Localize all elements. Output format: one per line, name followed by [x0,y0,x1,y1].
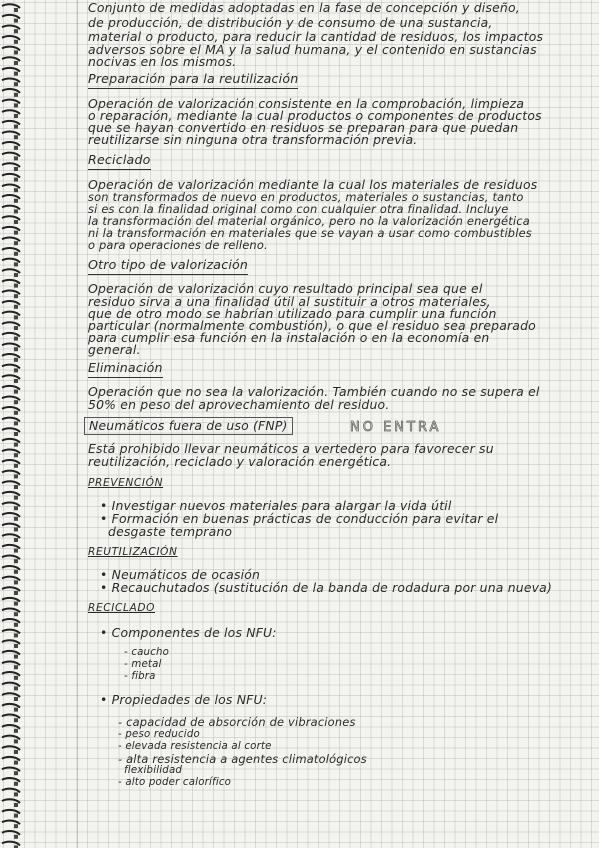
spiral-coil [2,683,20,687]
spiral-hole [14,411,18,415]
spiral-hole [14,305,18,309]
spiral-coil [2,831,20,835]
spiral-hole [14,326,18,330]
spiral-hole [14,209,18,213]
spiral-coil [2,216,20,220]
reutilizacion-item: • Recauchutados (sustitución de la banda de rodadura por una nueva) [100,580,553,595]
spiral-coil [2,57,20,61]
section-heading: Preparación para la reutilización [88,73,298,89]
spiral-hole [14,633,18,637]
prevencion-heading: PREVENCIÓN [88,477,164,489]
spiral-hole [14,8,18,12]
no-entra-stamp: NO ENTRA [350,420,442,435]
spiral-hole [14,474,18,478]
spiral-coil [2,163,20,167]
spiral-hole [14,188,18,192]
spiral-hole [14,527,18,531]
spiral-coil [2,418,20,422]
spiral-coil [2,375,20,379]
spiral-hole [14,72,18,76]
section-line: general. [88,342,141,357]
section-line: son transformados de nuevo en productos, materiales o sustancias, tanto [88,190,524,204]
spiral-hole [14,390,18,394]
spiral-hole [14,252,18,256]
spiral-coil [2,206,20,210]
spiral-hole [14,220,18,224]
section-heading: Otro tipo de valorización [88,259,248,275]
propiedad-item: - elevada resistencia al corte [118,741,272,752]
spiral-hole [14,125,18,129]
spiral-hole [14,771,18,775]
reciclado-heading: RECICLADO [88,602,156,614]
spiral-hole [14,114,18,118]
spiral-coil [2,725,20,729]
spiral-hole [14,231,18,235]
componente-item: - fibra [124,671,156,682]
spiral-coil [2,142,20,146]
spiral-hole [14,782,18,786]
spiral-coil [2,471,20,475]
section-line: Operación de valorización mediante la cual los materiales de residuos [88,177,538,192]
spiral-hole [14,284,18,288]
spiral-coil [2,704,20,708]
componente-item: - metal [124,659,162,670]
spiral-hole [14,506,18,510]
spiral-coil [2,36,20,40]
spiral-hole [14,347,18,351]
spiral-coil [2,587,20,591]
spiral-coil [2,555,20,559]
spiral-hole [14,294,18,298]
spiral-hole [14,29,18,33]
spiral-coil [2,502,20,506]
prevencion-item: • Investigar nuevos materiales para alargar la vida útil [100,498,452,513]
reutilizacion-item: • Neumáticos de ocasión [100,567,261,582]
spiral-hole [14,739,18,743]
spiral-coil [2,312,20,316]
intro-line: Conjunto de medidas adoptadas en la fase de concepción y diseño, [88,0,520,15]
nfu-heading: Neumáticos fuera de uso (FNP) [84,417,293,435]
spiral-coil [2,534,20,538]
spiral-coil [2,799,20,803]
section-line: residuo sirva a una finalidad útil al sustituir a otros materiales, [88,294,491,309]
spiral-coil [2,598,20,602]
spiral-coil [2,661,20,665]
spiral-coil [2,481,20,485]
spiral-hole [14,50,18,54]
spiral-hole [14,750,18,754]
intro-line: material o producto, para reducir la cantidad de residuos, los impactos [88,29,544,44]
propiedad-item: - alta resistencia a agentes climatológicos [118,752,367,766]
spiral-hole [14,379,18,383]
spiral-hole [14,82,18,86]
spiral-hole [14,241,18,245]
section-line: o para operaciones de relleno. [88,238,268,252]
spiral-coil [2,89,20,93]
prevencion-item: • Formación en buenas prácticas de conducción para evitar el [100,511,499,526]
propiedad-item: - peso reducido [118,729,200,740]
spiral-hole [14,167,18,171]
nfu-line: reutilización, reciclado y valoración energética. [88,454,392,469]
spiral-hole [14,761,18,765]
section-heading: Eliminación [88,362,163,378]
spiral-coil [2,248,20,252]
section-line: particular (normalmente combustión), o que el residuo sea preparado [88,318,536,333]
spiral-hole [14,178,18,182]
spiral-coil [2,714,20,718]
spiral-hole [14,315,18,319]
spiral-coil [2,630,20,634]
section-line: Operación de valorización cuyo resultado principal sea que el [88,281,483,296]
spiral-hole [14,570,18,574]
spiral-hole [14,432,18,436]
section-line: que de otro modo se habrían utilizado para cumplir una función [88,306,497,321]
spiral-coil [2,619,20,623]
spiral-coil [2,47,20,51]
propiedad-item: flexibilidad [124,765,183,776]
propiedad-item: - capacidad de absorción de vibraciones [118,715,356,729]
section-line: que se hayan convertido en residuos se preparan para que puedan [88,120,519,135]
spiral-hole [14,697,18,701]
spiral-coil [2,322,20,326]
spiral-coil [2,746,20,750]
propiedades-title: • Propiedades de los NFU: [100,692,268,707]
spiral-coil [2,789,20,793]
spiral-hole [14,676,18,680]
spiral-coil [2,301,20,305]
spiral-coil [2,460,20,464]
spiral-coil [2,237,20,241]
spiral-coil [2,4,20,8]
spiral-coil [2,428,20,432]
spiral-hole [14,792,18,796]
nfu-line: Está prohibido llevar neumáticos a vertedero para favorecer su [88,441,494,456]
spiral-coil [2,524,20,528]
spiral-coil [2,269,20,273]
spiral-hole [14,623,18,627]
spiral-coil [2,25,20,29]
spiral-hole [14,814,18,818]
spiral-hole [14,591,18,595]
spiral-hole [14,464,18,468]
margin-line [77,0,78,848]
spiral-coil [2,545,20,549]
spiral-hole [14,337,18,341]
spiral-hole [14,580,18,584]
spiral-hole [14,485,18,489]
spiral-hole [14,559,18,563]
spiral-hole [14,61,18,65]
spiral-hole [14,421,18,425]
reutilizacion-heading: REUTILIZACIÓN [88,546,178,558]
spiral-coil [2,227,20,231]
section-line: ni la transformación en materiales que se vayan a usar como combustibles [88,226,532,240]
spiral-coil [2,259,20,263]
section-line: para cumplir esa función en la instalación o en la economía en [88,330,490,345]
propiedad-item: - alto poder calorífico [118,777,232,788]
spiral-hole [14,803,18,807]
spiral-coil [2,131,20,135]
spiral-hole [14,156,18,160]
spiral-hole [14,199,18,203]
section-line: 50% en peso del aprovechamiento del residuo. [88,397,390,412]
spiral-coil [2,651,20,655]
spiral-coil [2,280,20,284]
spiral-hole [14,40,18,44]
intro-line: adversos sobre el MA y la salud humana, y el contenido en sustancias [88,42,537,57]
section-line: si es con la finalidad original como con cualquier otra finalidad. Incluye [88,202,509,216]
section-line: Operación de valorización consistente en la comprobación, limpieza [88,96,525,111]
spiral-hole [14,835,18,839]
spiral-coil [2,608,20,612]
spiral-hole [14,453,18,457]
spiral-coil [2,68,20,72]
spiral-coil [2,736,20,740]
spiral-hole [14,262,18,266]
spiral-coil [2,672,20,676]
spiral-coil [2,290,20,294]
spiral-hole [14,496,18,500]
spiral-coil [2,365,20,369]
spiral-hole [14,665,18,669]
componentes-title: • Componentes de los NFU: [100,625,277,640]
spiral-coil [2,174,20,178]
spiral-coil [2,407,20,411]
spiral-hole [14,368,18,372]
spiral-hole [14,718,18,722]
spiral-coil [2,439,20,443]
spiral-coil [2,78,20,82]
spiral-coil [2,343,20,347]
spiral-hole [14,549,18,553]
spiral-coil [2,513,20,517]
spiral-coil [2,195,20,199]
spiral-hole [14,655,18,659]
spiral-hole [14,146,18,150]
spiral-coil [2,492,20,496]
componente-item: - caucho [124,647,170,658]
spiral-hole [14,358,18,362]
spiral-coil [2,842,20,846]
spiral-hole [14,824,18,828]
spiral-coil [2,449,20,453]
spiral-hole [14,612,18,616]
prevencion-item: desgaste temprano [108,524,233,539]
spiral-coil [2,386,20,390]
spiral-coil [2,577,20,581]
intro-line: nocivas en los mismos. [88,54,237,69]
spiral-hole [14,19,18,23]
spiral-coil [2,153,20,157]
spiral-coil [2,693,20,697]
spiral-hole [14,443,18,447]
spiral-coil [2,640,20,644]
spiral-coil [2,396,20,400]
spiral-coil [2,110,20,114]
spiral-coil [2,767,20,771]
spiral-hole [14,517,18,521]
spiral-hole [14,93,18,97]
section-line: la transformación del material orgánico, pero no la valorización energética [88,214,530,228]
section-line: reutilizarse sin ninguna otra transformación previa. [88,132,418,147]
spiral-hole [14,686,18,690]
spiral-coil [2,121,20,125]
section-line: Operación que no sea la valorización. También cuando no se supera el [88,384,540,399]
spiral-coil [2,566,20,570]
spiral-coil [2,100,20,104]
spiral-hole [14,538,18,542]
spiral-binding [0,0,22,848]
spiral-hole [14,644,18,648]
spiral-hole [14,103,18,107]
spiral-coil [2,778,20,782]
section-line: o reparación, mediante la cual productos o componentes de productos [88,108,542,123]
spiral-coil [2,820,20,824]
spiral-coil [2,184,20,188]
spiral-coil [2,333,20,337]
intro-line: de producción, de distribución y de consumo de una sustancia, [88,15,493,30]
spiral-hole [14,273,18,277]
spiral-hole [14,729,18,733]
spiral-coil [2,354,20,358]
spiral-hole [14,135,18,139]
spiral-coil [2,15,20,19]
spiral-coil [2,810,20,814]
spiral-hole [14,602,18,606]
spiral-hole [14,400,18,404]
section-heading: Reciclado [88,154,151,170]
spiral-hole [14,708,18,712]
spiral-coil [2,757,20,761]
